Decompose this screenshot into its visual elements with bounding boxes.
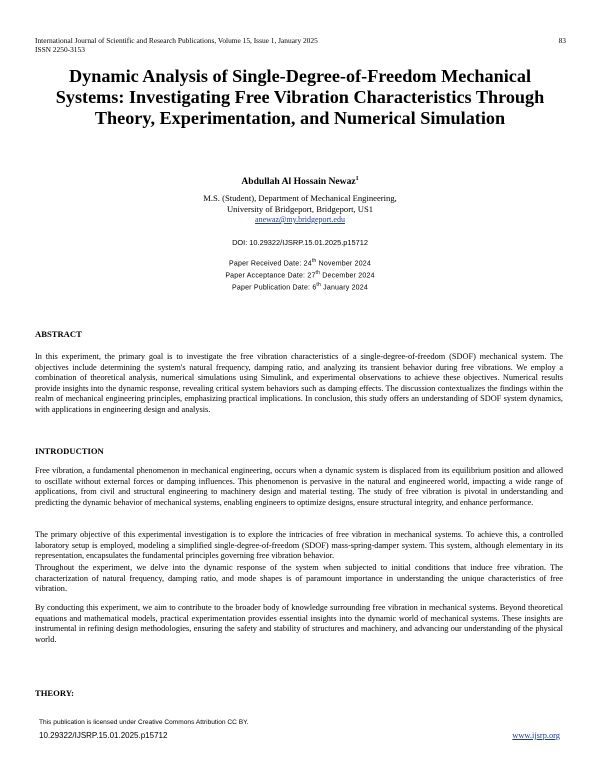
introduction-heading: INTRODUCTION	[35, 446, 104, 456]
doi: DOI: 10.29322/IJSRP.15.01.2025.p15712	[232, 238, 368, 247]
publication-date	[0, 282, 600, 291]
journal-header: International Journal of Scientific and Research Publications, Volume 15, Issue 1, January 2025	[35, 36, 318, 45]
published-sup: th	[316, 282, 321, 288]
author-email-link[interactable]: anewaz@my.bridgeport.edu	[255, 215, 345, 224]
affiliation-line-2: University of Bridgeport, Bridgeport, US1	[226, 204, 374, 214]
page-number: 83	[558, 36, 566, 45]
issn: ISSN 2250-3153	[35, 45, 85, 54]
abstract-text: In this experiment, the primary goal is to investigate the free vibration characteristics of a single-degree-of-freedom (SDOF) mechanical system. The objectives include determining the system's natural frequency, damping ratio, and analyzing its transient behavior during free vibrations. We employ a combination of theoretical analysis, numerical simulations using Simulink, and experimental observations to achieve these objectives. Numerical results provide insights into the dynamic response, revealing critical system behaviors such as damping effects. The discussion contextualizes the findings within the realm of mechanical engineering principles, emphasizing practical implications. In conclusion, this study offers an understanding of SDOF system dynamics, with applications in engineering design and analysis.	[35, 352, 563, 414]
abstract-heading: ABSTRACT	[35, 329, 82, 339]
received-sup: th	[311, 258, 317, 264]
accepted-label: Paper Acceptance Date: 27	[225, 272, 316, 280]
published-rest: January 2024	[321, 284, 368, 292]
author-superscript: 1	[355, 176, 359, 182]
intro-paragraph-1: Free vibration, a fundamental phenomenon in mechanical engineering, occurs when a dynamic system is displaced from its equilibrium position and allowed to oscillate without external forces or damping influences. This phenomenon is pervasive in the natural and engineered world, impacting a wide range of applications, from civil and structural engineering to machinery design and material testing. The study of free vibration is pivotal in understanding and predicting the dynamic behavior of mechanical systems, enabling engineers to optimize designs, ensure structural integrity, and enhance performance.	[35, 466, 563, 507]
affiliation-line-1: M.S. (Student), Department of Mechanical Engineering,	[203, 193, 397, 203]
intro-paragraph-2: The primary objective of this experimental investigation is to explore the intricacies of free vibration in mechanical systems. To achieve this, a controlled laboratory setup is employed, modeling a simplified single-degree-of-freedom (SDOF) mass-spring-damper system. This system, although elementary in its representation, encapsulates the fundamental principles governing free vibration behavior.	[35, 530, 563, 561]
footer-doi: 10.29322/IJSRP.15.01.2025.p15712	[39, 731, 168, 740]
received-label: Paper Received Date: 24	[229, 260, 312, 268]
published-label: Paper Publication Date: 6	[232, 284, 317, 292]
intro-paragraph-3: Throughout the experiment, we delve into the dynamic response of the system when subjected to initial conditions that induce free vibration. The characterization of natural frequency, damping ratio, and mode shapes is of paramount importance in understanding the unique characteristics of free vibration.	[35, 563, 563, 594]
paper-title: Dynamic Analysis of Single-Degree-of-Freedom Mechanical Systems: Investigating Free Vibration Characteristics Through Theory, Experimentation, and Numerical Simulation	[55, 66, 545, 128]
author-name	[0, 176, 600, 187]
acceptance-date	[0, 270, 600, 279]
accepted-rest: December 2024	[320, 272, 375, 280]
accepted-sup: th	[315, 270, 321, 276]
received-date	[0, 258, 600, 267]
received-rest: November 2024	[316, 260, 371, 268]
journal-website-link[interactable]: www.ijsrp.org	[512, 731, 560, 740]
theory-heading: THEORY:	[35, 688, 75, 698]
author-name-text: Abdullah Al Hossain Newaz	[241, 176, 356, 188]
license-note: This publication is licensed under Creative Commons Attribution CC BY.	[39, 719, 249, 726]
intro-paragraph-4: By conducting this experiment, we aim to contribute to the broader body of knowledge surrounding free vibration in mechanical systems. Beyond theoretical equations and mathematical models, practical experimentation provides essential insights into the dynamic world of mechanical systems. These insights are instrumental in refining design methodologies, ensuring the safety and stability of structures and machinery, and advancing our understanding of the physical world.	[35, 603, 563, 644]
